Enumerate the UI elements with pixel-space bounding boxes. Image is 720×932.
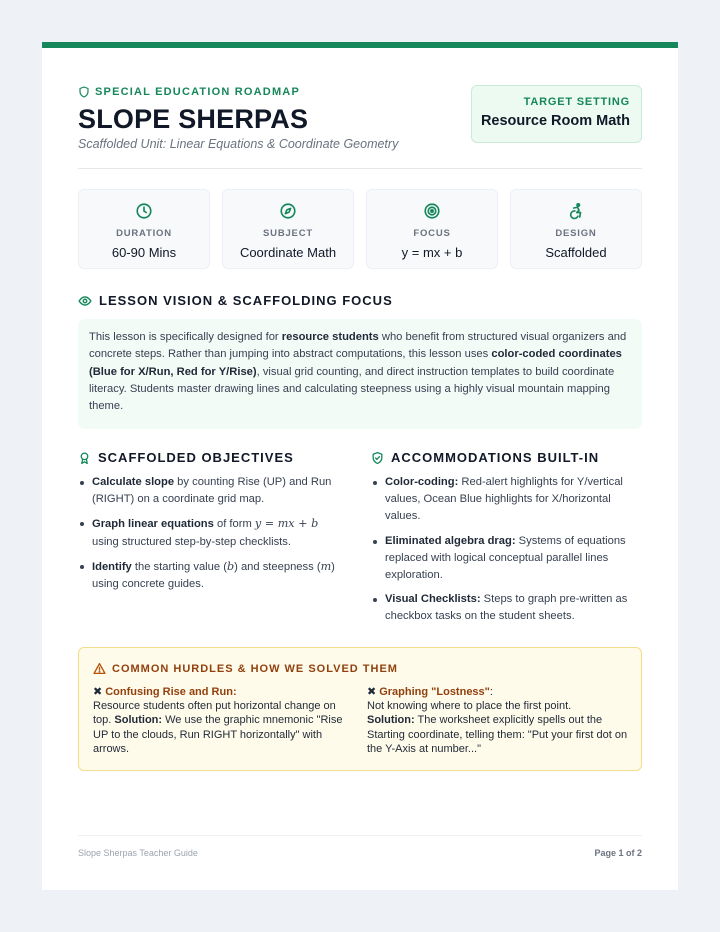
hurdle-item <box>367 685 629 756</box>
objectives-heading <box>78 450 348 465</box>
stat-card-duration <box>78 189 210 269</box>
eyebrow <box>78 86 300 98</box>
bold-text: Eliminated algebra drag: <box>385 534 516 547</box>
target-setting-card <box>471 85 642 143</box>
bold-text: Visual Checklists: <box>385 593 481 606</box>
accommodations-heading <box>371 450 641 465</box>
stat-value: Scaffolded <box>545 245 607 260</box>
bold-text: Solution: <box>367 714 415 727</box>
text: using structured step-by-step checklists. <box>92 535 291 548</box>
hurdle-title: Graphing "Lostness" <box>379 686 490 698</box>
stat-card-subject <box>222 189 354 269</box>
bold-text: resource students <box>281 331 379 343</box>
text: the starting value ( <box>131 560 227 573</box>
objectives-list <box>78 474 348 593</box>
text: of form <box>213 518 255 531</box>
text: We use the graphic mnemonic "Rise UP to the clouds, Run RIGHT horizontally" with arrows. <box>93 714 343 755</box>
bold-text: color-coded coordinates (Blue for X/Run, Red for Y/Rise) <box>89 348 622 378</box>
accessibility-icon <box>567 202 585 220</box>
stat-label: FOCUS <box>413 228 451 239</box>
accommodations-column <box>371 450 641 633</box>
page-number: Page 1 of 2 <box>594 848 642 858</box>
text: Systems of equations replaced with logical conceptual parallel lines exploration. <box>385 534 626 582</box>
objectives-column <box>78 450 348 600</box>
vision-paragraph <box>78 319 642 429</box>
award-icon <box>78 451 91 465</box>
vision-heading-text: LESSON VISION & SCAFFOLDING FOCUS <box>99 293 393 308</box>
footer-title: Slope Sherpas Teacher Guide <box>78 848 198 858</box>
accommodations-heading-text: ACCOMMODATIONS BUILT-IN <box>391 450 600 465</box>
list-item <box>371 533 641 585</box>
list-item <box>371 591 641 625</box>
stat-label: DESIGN <box>555 228 597 239</box>
list-item <box>371 474 641 526</box>
objectives-heading-text: SCAFFOLDED OBJECTIVES <box>98 450 294 465</box>
text: ) using concrete guides. <box>92 560 335 591</box>
target-setting-label: TARGET SETTING <box>523 96 630 108</box>
close-icon: ✖ <box>93 686 103 698</box>
text: Resource students often put horizontal change on top. <box>93 700 336 727</box>
text: Red-alert highlights for Y/vertical values, Ocean Blue highlights for X/horizontal values. <box>385 476 623 523</box>
bold-text: Calculate slope <box>92 476 175 488</box>
eyebrow-text: SPECIAL EDUCATION ROADMAP <box>95 86 300 98</box>
clock-icon <box>135 202 153 220</box>
stat-value: y = mx + b <box>401 245 463 260</box>
text: The worksheet explicitly spells out the Starting coordinate, telling them: "Put your first dot on the Y-Axis at number..." <box>367 714 628 755</box>
bold-text: Solution: <box>114 714 163 727</box>
accommodations-list <box>371 474 641 626</box>
bold-text: Color-coding: <box>385 476 459 488</box>
stat-card-design <box>510 189 642 269</box>
math-text: b <box>226 559 235 573</box>
hurdles-heading <box>93 662 398 675</box>
text: ) and steepness ( <box>234 560 321 573</box>
page-subtitle: Scaffolded Unit: Linear Equations & Coordinate Geometry <box>78 137 399 151</box>
target-icon <box>423 202 441 220</box>
shield-icon <box>78 86 90 98</box>
stat-value: Coordinate Math <box>239 245 337 260</box>
close-icon: ✖ <box>367 686 377 698</box>
compass-icon <box>279 202 297 220</box>
stat-value: 60-90 Mins <box>111 245 177 260</box>
footer-divider <box>78 835 642 836</box>
hurdles-heading-text: COMMON HURDLES & HOW WE SOLVED THEM <box>112 662 398 675</box>
text: , visual grid counting, and direct instruction templates to build coordinate literacy. Students master drawing lines and calculating steepness using a highly visual mountain mapping theme. <box>89 365 615 413</box>
worksheet-page <box>42 42 678 890</box>
text: This lesson is specifically designed for <box>89 331 282 343</box>
warning-icon <box>93 662 106 675</box>
shield-check-icon <box>371 451 384 465</box>
list-item <box>78 558 348 593</box>
page-title: SLOPE SHERPAS <box>78 104 309 134</box>
bold-text: Identify <box>92 560 132 573</box>
text: Steps to graph pre-written as checkbox tasks on the student sheets. <box>385 593 628 623</box>
eye-icon <box>78 294 92 308</box>
list-item <box>78 515 348 550</box>
vision-heading <box>78 293 393 308</box>
hurdle-title: Confusing Rise and Run: <box>105 686 237 698</box>
stat-cards <box>78 189 642 269</box>
bold-text: Graph linear equations <box>92 518 214 531</box>
text: : <box>489 686 493 698</box>
stat-card-focus <box>366 189 498 269</box>
hurdles-callout <box>78 647 642 771</box>
text: who benefit from structured visual organizers and concrete steps. Rather than jumping into abstract computations, this lesson uses <box>89 331 627 361</box>
target-setting-value: Resource Room Math <box>480 113 630 129</box>
stat-label: SUBJECT <box>263 228 313 239</box>
math-text: y = mx + b <box>254 517 319 531</box>
stat-label: DURATION <box>116 228 172 239</box>
divider <box>78 168 642 169</box>
list-item <box>78 474 348 508</box>
text: by counting Rise (UP) and Run (RIGHT) on a coordinate grid map. <box>92 476 332 506</box>
math-text: m <box>320 559 332 573</box>
text: Not knowing where to place the first point. <box>367 700 572 713</box>
hurdle-item <box>93 685 355 756</box>
